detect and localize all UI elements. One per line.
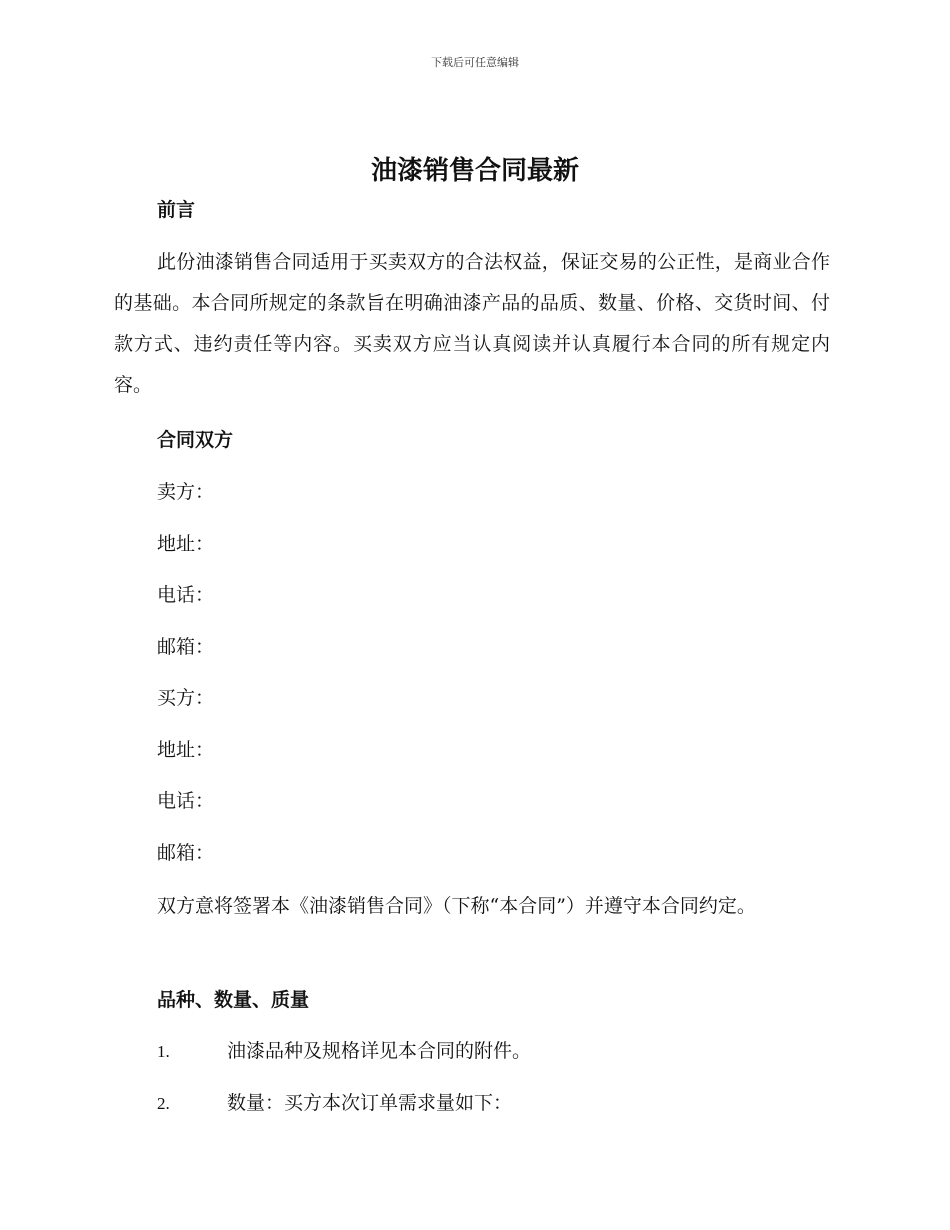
document-title: 油漆销售合同最新 — [370, 156, 579, 186]
buyer-email-label: 邮箱： — [157, 842, 215, 864]
seller-email-label: 邮箱： — [157, 636, 215, 658]
page-header: 下载后可任意编辑 — [431, 56, 519, 69]
seller-phone-label: 电话： — [157, 584, 215, 606]
list-item-number: 1. — [157, 1042, 170, 1061]
buyer-phone-label: 电话： — [157, 790, 215, 812]
buyer-label: 买方： — [157, 687, 215, 709]
list-item: 油漆品种及规格详见本合同的附件。 — [227, 1040, 532, 1062]
section-heading: 品种、数量、质量 — [157, 989, 310, 1011]
seller-address-label: 地址： — [157, 533, 215, 555]
preface-paragraph: 此份油漆销售合同适用于买卖双方的合法权益，保证交易的公正性，是商业合作的基础。本合同所规定的条款旨在明确油漆产品的品质、数量、价格、交货时间、付款方式、违约责任等内容。买卖双方应当认真阅读并认真履行本合同的所有规定内容。 — [114, 251, 830, 396]
parties-heading: 合同双方 — [157, 429, 234, 451]
seller-label: 卖方： — [157, 481, 215, 503]
list-item-number: 2. — [157, 1094, 170, 1113]
agreement-paragraph: 双方意将签署本《油漆销售合同》（下称“本合同”）并遵守本合同约定。 — [157, 895, 756, 917]
preface-heading: 前言 — [157, 199, 196, 221]
buyer-address-label: 地址： — [157, 739, 215, 761]
list-item: 数量：买方本次订单需求量如下： — [227, 1092, 513, 1114]
